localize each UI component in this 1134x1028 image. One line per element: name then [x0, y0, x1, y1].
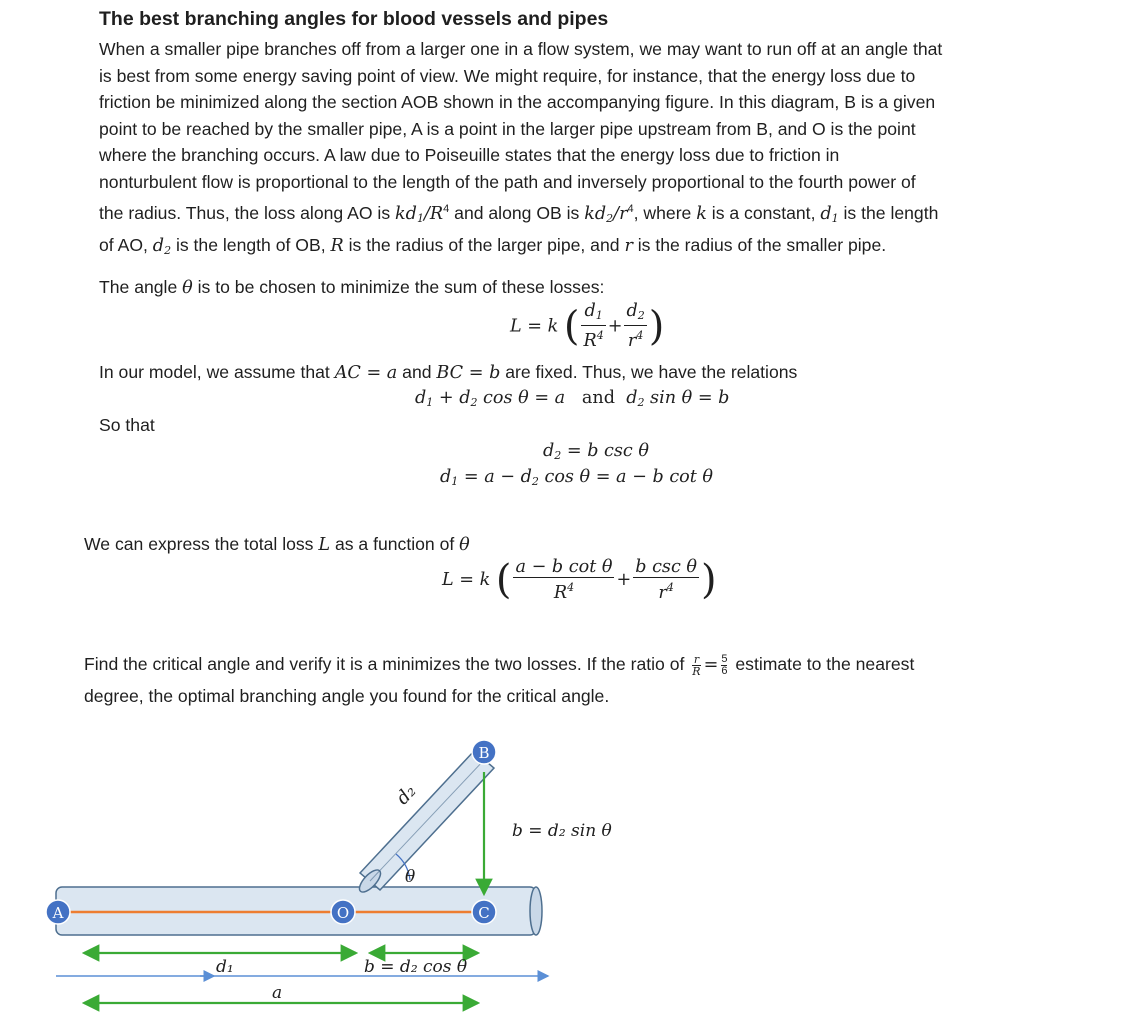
total-loss-equation: L = k ( $\frac{\text{a − b cot θ}}{R^4}$ + $\frac{\text{b csc θ}}{r^4}$ ) — [442, 556, 717, 603]
angle-intro-b: is to be chosen to minimize the sum of these losses: — [192, 277, 605, 297]
line8-text-b: is the length of OB, — [171, 235, 331, 256]
page-title: The best branching angles for blood vessels and pipes — [99, 8, 609, 30]
d1-equation: $d_1 = a - d_2$ cos θ = a − b cot θ — [440, 467, 714, 488]
node-B — [472, 740, 496, 764]
theta-symbol: θ — [182, 278, 193, 298]
node-O — [331, 900, 355, 924]
line7-text-c: , where — [633, 202, 697, 223]
svg-text:A: A — [52, 904, 64, 922]
eq1-fraction-2: $\frac{d_2}{r^4}$ — [626, 301, 645, 351]
paragraph-line: point to be reached by the smaller pipe, A is a point in the larger pipe upstream from B, and O is the point — [99, 118, 916, 139]
eq1-fraction-1: $\frac{d_1}{R^4}$ — [583, 301, 604, 351]
label-a: a — [272, 983, 283, 1003]
label-b-cos: b = d₂ cos θ — [364, 957, 468, 977]
question-line-1: Find the critical angle and verify it is a minimizes the two losses. If the ratio of $\frac{r}{R}$ = $\frac{5}{6}$ estimate to the nearest — [84, 653, 915, 678]
ratio-five-sixths: $\frac{5}{6}$ — [721, 653, 728, 677]
loss-ob-over-r: /r — [613, 203, 628, 224]
branching-figure — [0, 730, 1134, 1028]
small-radius-symbol: r — [624, 236, 633, 257]
angle-intro-text — [99, 277, 604, 298]
line8-text-a: of AO, — [99, 235, 153, 256]
d2-symbol: d — [152, 236, 165, 257]
relations-equation: $d_1 + d_2$ cos θ = a and $d_2$ sin θ = b — [415, 388, 730, 409]
line8-text-c: is the radius of the larger pipe, and — [343, 235, 625, 256]
paragraph-line — [99, 232, 1099, 265]
paragraph-line: where the branching occurs. A law due to Poiseuille states that the energy loss due to friction in — [99, 145, 840, 166]
and-word: and — [581, 388, 616, 408]
superscript: 4 — [443, 202, 450, 215]
superscript: 4 — [627, 202, 634, 215]
loss-ao-over-R: /R — [423, 203, 444, 224]
branch-pipe — [356, 751, 494, 895]
line8-text-d: is the radius of the smaller pipe. — [632, 235, 887, 256]
paragraph-line: friction be minimized along the section AOB shown in the accompanying figure. In this diagram, B is a given — [99, 92, 936, 113]
d2-equation: $d_2 = b$ csc θ — [543, 441, 649, 462]
eq5-fraction-2: $\frac{\text{b csc θ}}{r^4}$ — [635, 556, 697, 603]
paragraph-line — [99, 196, 1099, 233]
svg-text:C: C — [478, 904, 490, 922]
paragraph-line: nonturbulent flow is proportional to the length of the path and inversely proportional to the fourth power of — [99, 171, 916, 192]
line7-text-a: the radius. Thus, the loss along AO is — [99, 202, 396, 223]
line7-text-b: and along OB is — [449, 202, 585, 223]
main-pipe-end — [530, 887, 542, 935]
subscript: 2 — [164, 244, 172, 258]
so-that-label: So that — [99, 415, 155, 435]
intro-paragraph — [99, 36, 1099, 265]
loss-equation: L = k ( $\frac{d_1}{R^4}$ + $\frac{d_2}{r^4}$ ) — [510, 301, 665, 351]
model-text: In our model, we assume that AC = a and BC = b are fixed. Thus, we have the relations — [99, 362, 798, 383]
eq1-lhs: L = k — [510, 316, 559, 337]
loss-ob-k-d: kd — [584, 203, 607, 224]
constant-k: k — [696, 203, 707, 224]
label-d2: d₂ — [392, 780, 421, 809]
question-line-2: degree, the optimal branching angle you found for the critical angle. — [84, 686, 610, 706]
subscript: 1 — [416, 211, 424, 225]
paragraph-line: is best from some energy saving point of view. We might require, for instance, that the energy loss due to — [99, 65, 916, 86]
loss-intro-text: We can express the total loss L as a function of θ — [84, 534, 470, 555]
label-d1: d₁ — [216, 957, 234, 977]
loss-ao-k-d: kd — [395, 203, 417, 224]
subscript: 1 — [831, 211, 839, 225]
angle-intro-a: The angle — [99, 277, 183, 297]
ratio-r-over-R: $\frac{r}{R}$ — [692, 653, 701, 678]
node-A — [46, 900, 70, 924]
svg-text:O: O — [336, 904, 350, 922]
label-b-equals: b = d₂ sin θ — [512, 821, 612, 841]
node-C — [472, 900, 496, 924]
svg-text:B: B — [478, 744, 490, 762]
label-theta: θ — [405, 867, 416, 887]
subscript: 2 — [606, 211, 614, 225]
eq5-fraction-1: $\frac{\text{a − b cot θ}}{R^4}$ — [515, 556, 613, 603]
paragraph-line: When a smaller pipe branches off from a larger one in a flow system, we may want to run off at an angle that — [99, 39, 943, 59]
line7-text-d: is a constant, — [706, 202, 821, 223]
big-radius-symbol: R — [330, 236, 344, 257]
line7-text-e: is the length — [838, 202, 939, 223]
d1-symbol: d — [820, 203, 832, 224]
